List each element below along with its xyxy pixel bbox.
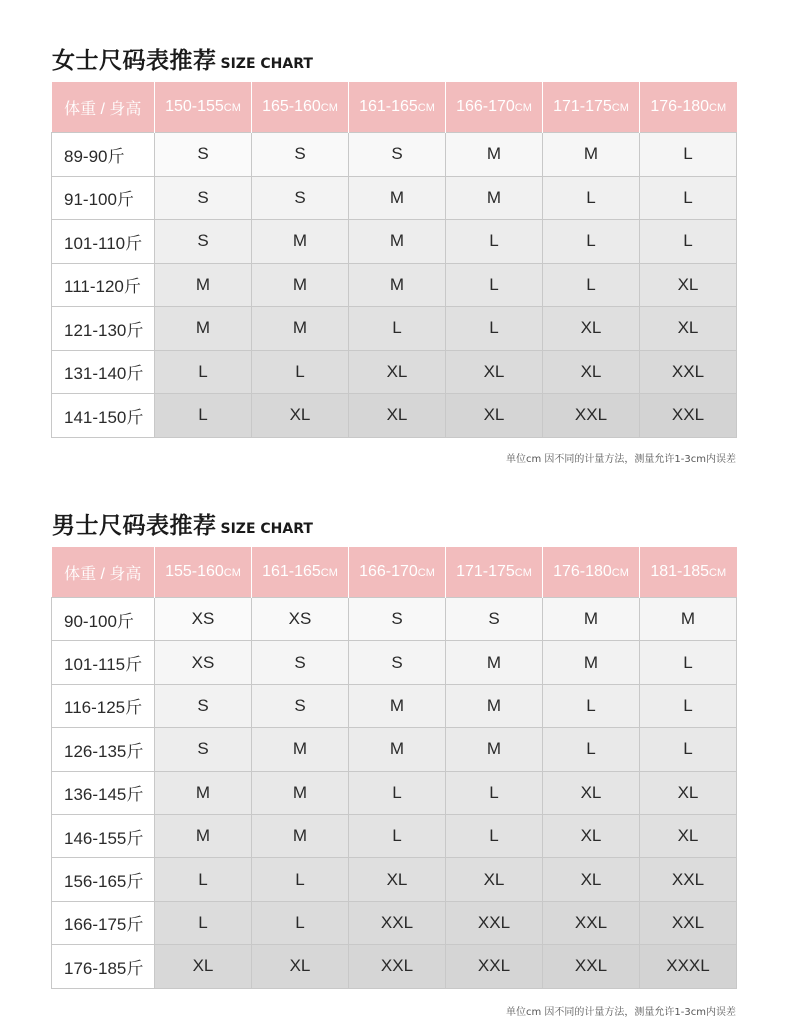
size-cell: S — [349, 641, 446, 684]
size-cell: XL — [252, 945, 349, 988]
size-cell: L — [446, 307, 543, 351]
size-cell: L — [640, 220, 737, 264]
size-cell: M — [446, 176, 543, 220]
size-cell: L — [155, 350, 252, 394]
table-row — [52, 684, 737, 727]
size-cell: L — [349, 814, 446, 857]
size-cell: M — [543, 133, 640, 177]
table-row — [52, 133, 737, 177]
height-unit: CM — [709, 567, 727, 579]
size-cell: L — [446, 814, 543, 857]
size-cell: XXL — [349, 901, 446, 944]
men-size-table — [51, 547, 737, 989]
height-range: 171-175 — [456, 563, 515, 580]
height-range: 161-165 — [359, 98, 418, 115]
men-height-col-1 — [155, 547, 252, 598]
size-cell: XXL — [543, 945, 640, 988]
women-title-en: SIZE CHART — [220, 56, 313, 72]
height-unit: CM — [223, 567, 241, 579]
size-cell: XL — [446, 858, 543, 901]
size-cell: S — [252, 641, 349, 684]
size-cell: L — [252, 350, 349, 394]
height-range: 166-170 — [456, 98, 515, 115]
size-cell: M — [252, 263, 349, 307]
women-height-col-5 — [543, 82, 640, 133]
size-cell: L — [543, 728, 640, 771]
table-row — [52, 394, 737, 438]
women-size-table — [51, 82, 737, 438]
men-height-col-2 — [252, 547, 349, 598]
size-cell: XXL — [640, 858, 737, 901]
table-row — [52, 814, 737, 857]
weight-cell: 136-145斤 — [52, 771, 155, 814]
size-cell: XL — [640, 814, 737, 857]
women-height-col-6 — [640, 82, 737, 133]
size-cell: L — [349, 771, 446, 814]
size-cell: L — [640, 728, 737, 771]
size-cell: XXL — [640, 394, 737, 438]
size-cell: L — [349, 307, 446, 351]
height-range: 150-155 — [165, 98, 224, 115]
size-cell: M — [446, 641, 543, 684]
size-cell: S — [155, 176, 252, 220]
size-cell: M — [252, 814, 349, 857]
women-corner-label: 体重 / 身高 — [52, 82, 155, 133]
size-cell: XL — [640, 307, 737, 351]
size-cell: M — [349, 176, 446, 220]
weight-cell: 90-100斤 — [52, 598, 155, 641]
women-height-col-1 — [155, 82, 252, 133]
height-unit: CM — [320, 102, 338, 114]
size-cell: XS — [252, 598, 349, 641]
height-range: 171-175 — [553, 98, 612, 115]
size-cell: XL — [640, 263, 737, 307]
size-cell: L — [155, 858, 252, 901]
weight-cell: 121-130斤 — [52, 307, 155, 351]
table-row — [52, 350, 737, 394]
size-cell: S — [349, 133, 446, 177]
size-cell: XXL — [543, 901, 640, 944]
size-cell: M — [640, 598, 737, 641]
size-cell: XL — [349, 350, 446, 394]
size-cell: XXL — [446, 901, 543, 944]
size-cell: M — [252, 771, 349, 814]
size-cell: S — [155, 133, 252, 177]
men-height-col-5 — [543, 547, 640, 598]
table-row — [52, 771, 737, 814]
men-table-body — [52, 598, 737, 989]
weight-cell: 146-155斤 — [52, 814, 155, 857]
size-cell: XXL — [446, 945, 543, 988]
size-cell: XXXL — [640, 945, 737, 988]
size-cell: S — [349, 598, 446, 641]
size-cell: M — [446, 133, 543, 177]
men-title-en: SIZE CHART — [220, 521, 313, 537]
women-height-col-2 — [252, 82, 349, 133]
size-cell: M — [543, 598, 640, 641]
size-cell: L — [155, 901, 252, 944]
height-range: 181-185 — [650, 563, 710, 580]
table-row — [52, 307, 737, 351]
table-row — [52, 901, 737, 944]
size-cell: S — [446, 598, 543, 641]
size-cell: L — [543, 263, 640, 307]
size-cell: XXL — [543, 394, 640, 438]
men-header-row — [52, 547, 737, 598]
size-cell: L — [446, 771, 543, 814]
height-range: 176-180 — [553, 563, 612, 580]
size-cell: XL — [349, 858, 446, 901]
size-cell: M — [543, 641, 640, 684]
table-row — [52, 598, 737, 641]
women-height-col-4 — [446, 82, 543, 133]
size-cell: L — [640, 133, 737, 177]
size-cell: M — [252, 307, 349, 351]
size-cell: L — [543, 176, 640, 220]
size-cell: XL — [640, 771, 737, 814]
height-unit: CM — [320, 567, 338, 579]
size-cell: XS — [155, 641, 252, 684]
table-row — [52, 728, 737, 771]
height-unit: CM — [709, 102, 727, 114]
size-cell: XXL — [640, 350, 737, 394]
weight-cell: 166-175斤 — [52, 901, 155, 944]
weight-cell: 141-150斤 — [52, 394, 155, 438]
size-cell: M — [155, 307, 252, 351]
weight-cell: 116-125斤 — [52, 684, 155, 727]
weight-cell: 131-140斤 — [52, 350, 155, 394]
size-cell: S — [155, 684, 252, 727]
table-row — [52, 220, 737, 264]
men-note: 单位cm 因不同的计量方法，测量允许1-3cm内误差 — [506, 1007, 736, 1018]
size-cell: XL — [543, 771, 640, 814]
size-cell: M — [252, 728, 349, 771]
size-cell: S — [155, 728, 252, 771]
weight-cell: 176-185斤 — [52, 945, 155, 988]
size-cell: S — [252, 176, 349, 220]
size-cell: XXL — [349, 945, 446, 988]
women-title-zh: 女士尺码表推荐 — [52, 48, 217, 74]
size-cell: XL — [155, 945, 252, 988]
height-unit: CM — [417, 102, 435, 114]
table-row — [52, 945, 737, 988]
size-cell: S — [252, 133, 349, 177]
size-cell: XL — [543, 814, 640, 857]
size-cell: XL — [446, 394, 543, 438]
men-height-col-6 — [640, 547, 737, 598]
size-cell: XL — [543, 858, 640, 901]
size-cell: L — [640, 684, 737, 727]
table-row — [52, 858, 737, 901]
size-cell: XL — [543, 307, 640, 351]
women-height-col-3 — [349, 82, 446, 133]
size-cell: XL — [252, 394, 349, 438]
size-cell: XXL — [640, 901, 737, 944]
table-row — [52, 263, 737, 307]
women-table-body — [52, 133, 737, 438]
height-unit: CM — [514, 102, 532, 114]
height-range: 166-170 — [359, 563, 418, 580]
size-cell: XS — [155, 598, 252, 641]
size-cell: L — [640, 641, 737, 684]
size-cell: S — [155, 220, 252, 264]
table-row — [52, 176, 737, 220]
size-cell: M — [446, 684, 543, 727]
height-unit: CM — [223, 102, 241, 114]
size-cell: XL — [446, 350, 543, 394]
women-section-title — [52, 42, 313, 75]
weight-cell: 91-100斤 — [52, 176, 155, 220]
height-range: 155-160 — [165, 563, 224, 580]
size-cell: L — [543, 220, 640, 264]
men-section-title — [52, 507, 313, 540]
size-cell: M — [446, 728, 543, 771]
size-cell: M — [349, 263, 446, 307]
size-cell: M — [252, 220, 349, 264]
size-cell: L — [252, 901, 349, 944]
height-unit: CM — [417, 567, 435, 579]
size-cell: M — [155, 263, 252, 307]
size-cell: XL — [349, 394, 446, 438]
height-range: 165-160 — [262, 98, 321, 115]
height-range: 176-180 — [650, 98, 710, 115]
size-cell: L — [543, 684, 640, 727]
women-note: 单位cm 因不同的计量方法，测量允许1-3cm内误差 — [506, 454, 736, 465]
women-header-row — [52, 82, 737, 133]
table-row — [52, 641, 737, 684]
height-unit: CM — [611, 102, 629, 114]
size-cell: L — [155, 394, 252, 438]
size-cell: L — [446, 263, 543, 307]
men-corner-label: 体重 / 身高 — [52, 547, 155, 598]
weight-cell: 101-115斤 — [52, 641, 155, 684]
weight-cell: 89-90斤 — [52, 133, 155, 177]
weight-cell: 126-135斤 — [52, 728, 155, 771]
size-cell: L — [446, 220, 543, 264]
men-height-col-3 — [349, 547, 446, 598]
size-cell: M — [349, 684, 446, 727]
weight-cell: 156-165斤 — [52, 858, 155, 901]
size-cell: M — [349, 220, 446, 264]
size-cell: M — [155, 814, 252, 857]
height-unit: CM — [514, 567, 532, 579]
size-cell: S — [252, 684, 349, 727]
height-range: 161-165 — [262, 563, 321, 580]
size-cell: L — [640, 176, 737, 220]
men-title-zh: 男士尺码表推荐 — [52, 513, 217, 539]
size-cell: XL — [543, 350, 640, 394]
size-cell: L — [252, 858, 349, 901]
size-cell: M — [155, 771, 252, 814]
height-unit: CM — [611, 567, 629, 579]
weight-cell: 101-110斤 — [52, 220, 155, 264]
men-height-col-4 — [446, 547, 543, 598]
size-cell: M — [349, 728, 446, 771]
weight-cell: 111-120斤 — [52, 263, 155, 307]
